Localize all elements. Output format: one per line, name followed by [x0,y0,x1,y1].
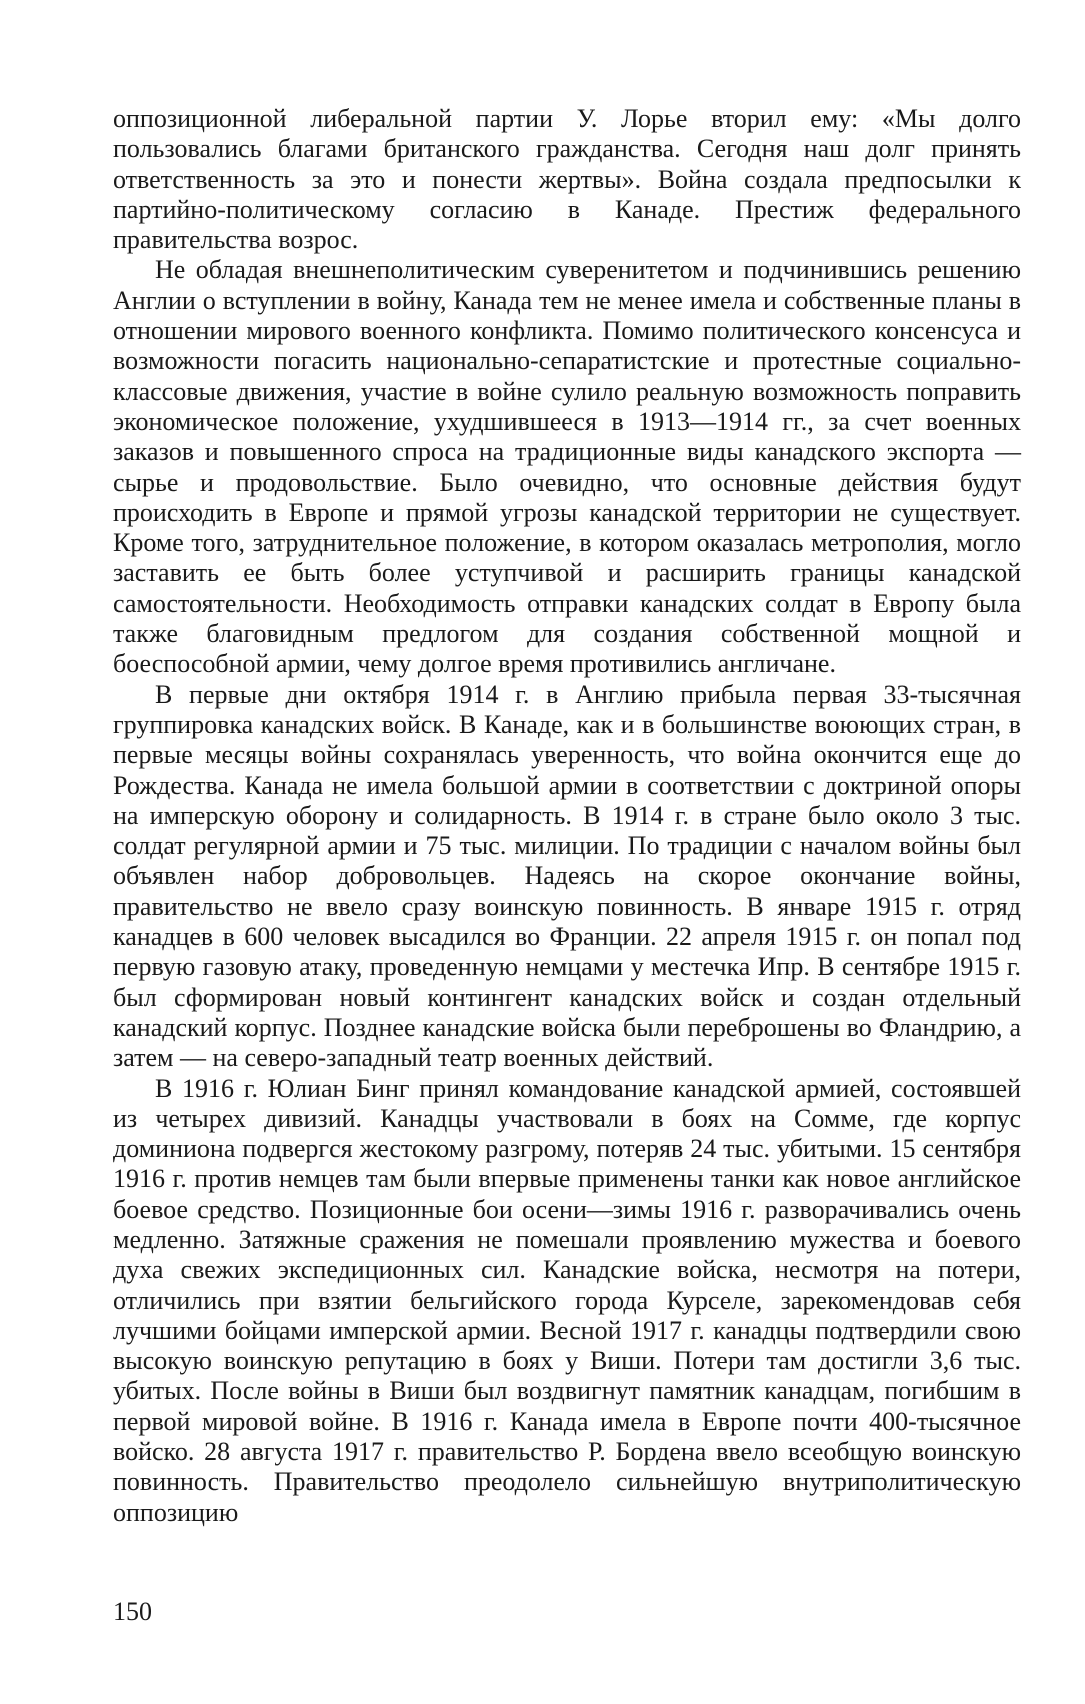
paragraph: Не обладая внешнеполитическим суверенитетом и подчинившись решению Англии о вступлении в войну, Канада тем не менее имела и собственные планы в отношении мирового военного конфликта. Помимо политического консенсуса и возможности погасить национально-сепаратистские и протестные социально-классовые движения, участие в войне сулило реальную возможность поправить экономическое положение, ухудшившееся в 1913—1914 гг., за счет военных заказов и повышенного спроса на традиционные виды канадского экспорта — сырье и продовольствие. Было очевидно, что основные действия будут происходить в Европе и прямой угрозы канадской территории не существует. Кроме того, затруднительное положение, в котором оказалась метрополия, могло заставить ее быть более уступчивой и расширить границы канадской самостоятельности. Необходимость отправки канадских солдат в Европу была также благовидным предлогом для создания собственной мощной и боеспособной армии, чему долгое время противились англичане. [113,255,1021,679]
paragraph-continued: оппозиционной либеральной партии У. Лорье вторил ему: «Мы долго пользовались благами британского гражданства. Сегодня наш долг принять ответственность за это и понести жертвы». Война создала предпосылки к партийно-политическому согласию в Канаде. Престиж федерального правительства возрос. [113,104,1021,255]
paragraph: В первые дни октября 1914 г. в Англию прибыла первая 33-тысячная группировка канадских войск. В Канаде, как и в большинстве воюющих стран, в первые месяцы войны сохранялась уверенность, что война окончится еще до Рождества. Канада не имела большой армии в соответствии с доктриной опоры на имперскую оборону и солидарность. В 1914 г. в стране было около 3 тыс. солдат регулярной армии и 75 тыс. милиции. По традиции с началом войны был объявлен набор добровольцев. Надеясь на скорое окончание войны, правительство не ввело сразу воинскую повинность. В январе 1915 г. отряд канадцев в 600 человек высадился во Франции. 22 апреля 1915 г. он попал под первую газовую атаку, проведенную немцами у местечка Ипр. В сентябре 1915 г. был сформирован новый контингент канадских войск и создан отдельный канадский корпус. Позднее канадские войска были переброшены во Фландрию, а затем — на северо-западный театр военных действий. [113,679,1021,1073]
paragraph: В 1916 г. Юлиан Бинг принял командование канадской армией, состоявшей из четырех дивизий. Канадцы участвовали в боях на Сомме, где корпус доминиона подвергся жестокому разгрому, потеряв 24 тыс. убитыми. 15 сентября 1916 г. против немцев там были впервые применены танки как новое английское боевое средство. Позиционные бои осени—зимы 1916 г. разворачивались очень медленно. Затяжные сражения не помешали проявлению мужества и боевого духа свежих экспедиционных сил. Канадские войска, несмотря на потери, отличились при взятии бельгийского города Курселе, зарекомендовав себя лучшими бойцами имперской армии. Весной 1917 г. канадцы подтвердили свою высокую воинскую репутацию в боях у Виши. Потери там достигли 3,6 тыс. убитых. После войны в Виши был воздвигнут памятник канадцам, погибшим в первой мировой войне. В 1916 г. Канада имела в Европе почти 400-тысячное войско. 28 августа 1917 г. правительство Р. Бордена ввело всеобщую воинскую повинность. Правительство преодолело сильнейшую внутриполитическую оппозицию [113,1073,1021,1527]
page-number: 150 [113,1597,152,1626]
body-text [113,104,1021,1528]
